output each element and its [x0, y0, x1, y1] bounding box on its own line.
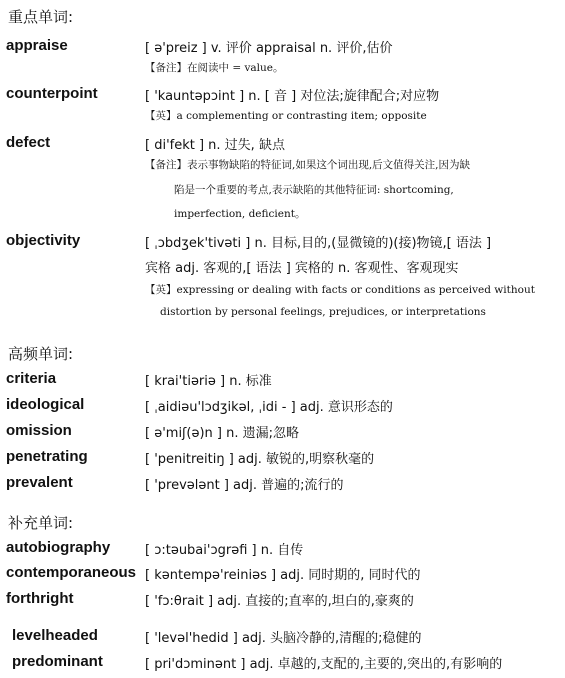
definition-criteria: [ krai'tiəriə ] n. 标准 [145, 374, 272, 389]
section-title-high-frequency-words: 高频单词: [8, 345, 74, 363]
definition-defect: [ di'fekt ] n. 过失, 缺点 [145, 138, 285, 153]
note-counterpoint: 【英】a complementing or contrasting item; opposite [145, 110, 427, 122]
section-title-supplementary-words: 补充单词: [8, 514, 74, 532]
definition-omission: [ ə'miʃ(ə)n ] n. 遗漏;忽略 [145, 426, 300, 441]
word-predominant: predominant [12, 653, 103, 670]
definition-counterpoint: [ 'kauntəpɔint ] n. [ 音 ] 对位法;旋律配合;对应物 [145, 89, 440, 104]
word-autobiography: autobiography [6, 539, 111, 556]
definition-objectivity-line-2: 宾格 adj. 客观的,[ 语法 ] 宾格的 n. 客观性、客观现实 [145, 261, 459, 276]
word-penetrating: penetrating [6, 448, 88, 465]
definition-forthright: [ 'fɔ:θrait ] adj. 直接的;直率的,坦白的,豪爽的 [145, 594, 414, 609]
note-appraise: 【备注】在阅读中 = value。 [145, 62, 284, 74]
word-contemporaneous: contemporaneous [6, 564, 137, 581]
note-objectivity-line-2: distortion by personal feelings, prejudices, or interpretations [160, 306, 486, 318]
note-defect-line-3: imperfection, deficient。 [174, 208, 306, 220]
word-appraise: appraise [6, 37, 68, 54]
note-defect-line-1: 【备注】表示事物缺陷的特征词,如果这个词出现,后文值得关注,因为缺 [145, 159, 471, 171]
word-prevalent: prevalent [6, 474, 73, 491]
word-counterpoint: counterpoint [6, 85, 98, 102]
definition-ideological: [ ˌaidiəu'lɔdʒikəl, ˌidi - ] adj. 意识形态的 [145, 400, 393, 415]
definition-autobiography: [ ɔ:təubai'ɔgrəfi ] n. 自传 [145, 543, 304, 558]
word-levelheaded: levelheaded [12, 627, 98, 644]
word-objectivity: objectivity [6, 232, 81, 249]
word-omission: omission [6, 422, 72, 439]
word-criteria: criteria [6, 370, 57, 387]
word-forthright: forthright [6, 590, 74, 607]
definition-appraise: [ ə'preiz ] v. 评价 appraisal n. 评价,估价 [145, 41, 393, 56]
definition-levelheaded: [ 'levəl'hedid ] adj. 头脑冷静的,清醒的;稳健的 [145, 631, 422, 646]
definition-predominant: [ pri'dɔminənt ] adj. 卓越的,支配的,主要的,突出的,有影响的 [145, 657, 503, 672]
definition-penetrating: [ 'penitreitiŋ ] adj. 敏锐的,明察秋毫的 [145, 452, 375, 467]
definition-objectivity-line-1: [ ˌɔbdʒek'tivəti ] n. 目标,目的,(显微镜的)(接)物镜,[ 语法 ] [145, 236, 492, 251]
word-ideological: ideological [6, 396, 85, 413]
note-objectivity-line-1: 【英】expressing or dealing with facts or conditions as perceived without [145, 284, 535, 296]
note-defect-line-2: 陷是一个重要的考点,表示缺陷的其他特征词: shortcoming, [174, 184, 454, 196]
definition-prevalent: [ 'prevələnt ] adj. 普遍的;流行的 [145, 478, 344, 493]
definition-contemporaneous: [ kəntempə'reiniəs ] adj. 同时期的, 同时代的 [145, 568, 421, 583]
section-title-key-words: 重点单词: [8, 8, 74, 26]
word-defect: defect [6, 134, 51, 151]
